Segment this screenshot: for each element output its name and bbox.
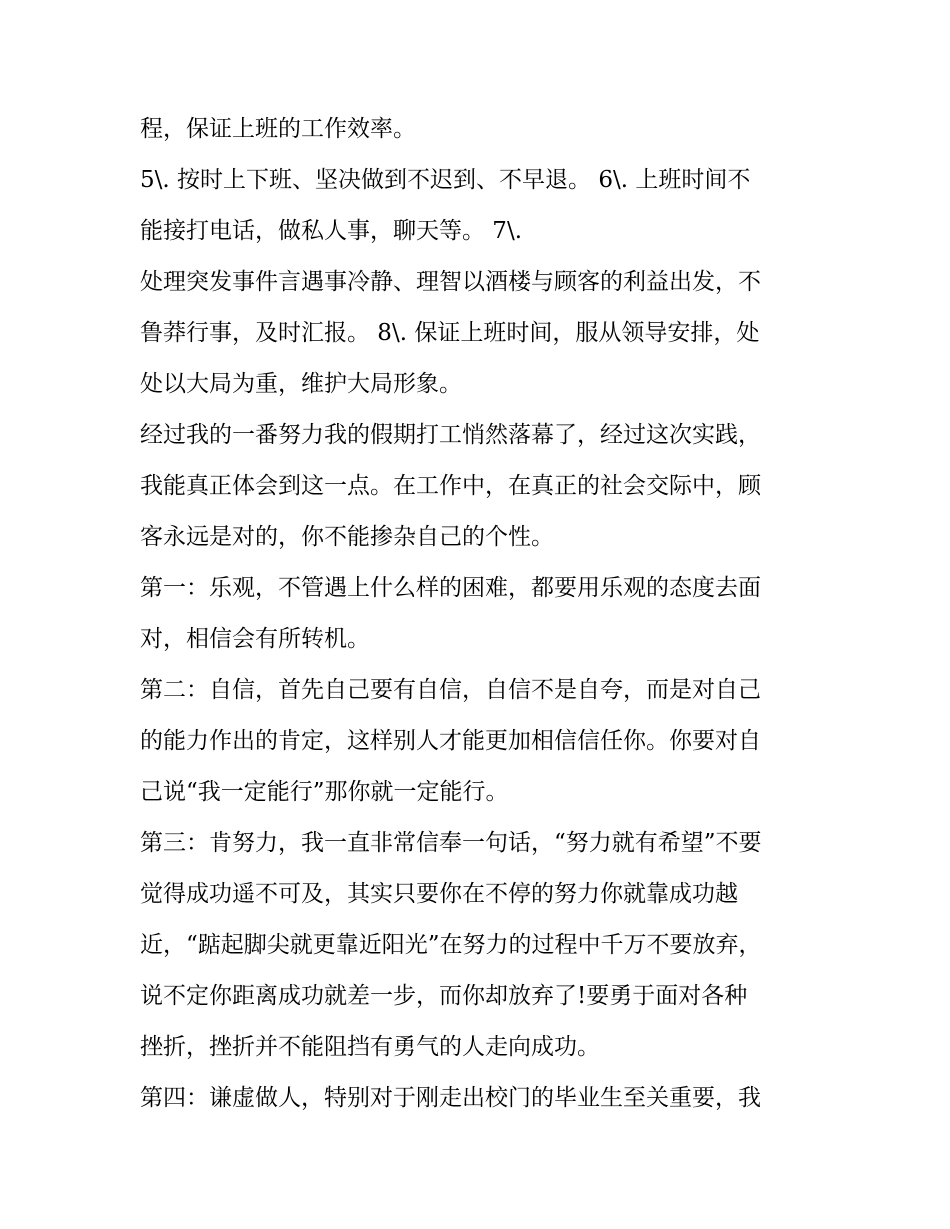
text-line: 对，相信会有所转机。 (140, 626, 370, 652)
text-line: 第一：乐观，不管遇上什么样的困难，都要用乐观的态度去面 (140, 575, 761, 601)
body-text (140, 104, 820, 1124)
text-line: 处理突发事件言遇事冷静、理智以酒楼与顾客的利益出发，不 (140, 269, 761, 295)
text-line: 挫折，挫折并不能阻挡有勇气的人走向成功。 (140, 1034, 600, 1060)
text-line: 处以大局为重，维护大局形象。 (140, 371, 462, 397)
text-line: 的能力作出的肯定，这样别人才能更加相信信任你。你要对自 (140, 728, 761, 754)
text-line: 第二：自信，首先自己要有自信，自信不是自夸，而是对自己 (140, 677, 761, 703)
text-line: 程，保证上班的工作效率。 (140, 116, 416, 142)
text-line: 能接打电话，做私人事，聊天等。 7\. (140, 218, 523, 244)
text-line: 近，“踮起脚尖就更靠近阳光”在努力的过程中千万不要放弃， (140, 932, 762, 958)
text-line: 己说“我一定能行”那你就一定能行。 (140, 779, 509, 805)
text-line: 第四：谦虚做人，特别对于刚走出校门的毕业生至关重要，我 (140, 1085, 761, 1111)
text-line: 说不定你距离成功就差一步，而你却放弃了!要勇于面对各种 (140, 983, 748, 1009)
text-line: 经过我的一番努力我的假期打工悄然落幕了，经过这次实践， (140, 422, 761, 448)
text-line: 鲁莽行事，及时汇报。 8\. 保证上班时间，服从领导安排，处 (140, 320, 760, 346)
text-line: 客永远是对的，你不能掺杂自己的个性。 (140, 524, 554, 550)
text-line: 觉得成功遥不可及，其实只要你在不停的努力你就靠成功越 (140, 881, 738, 907)
text-line: 5\. 按时上下班、坚决做到不迟到、不早退。 6\. 上班时间不 (140, 167, 751, 193)
text-line: 我能真正体会到这一点。在工作中，在真正的社会交际中，顾 (140, 473, 761, 499)
text-line: 第三：肯努力，我一直非常信奉一句话，“努力就有希望”不要 (140, 830, 762, 856)
